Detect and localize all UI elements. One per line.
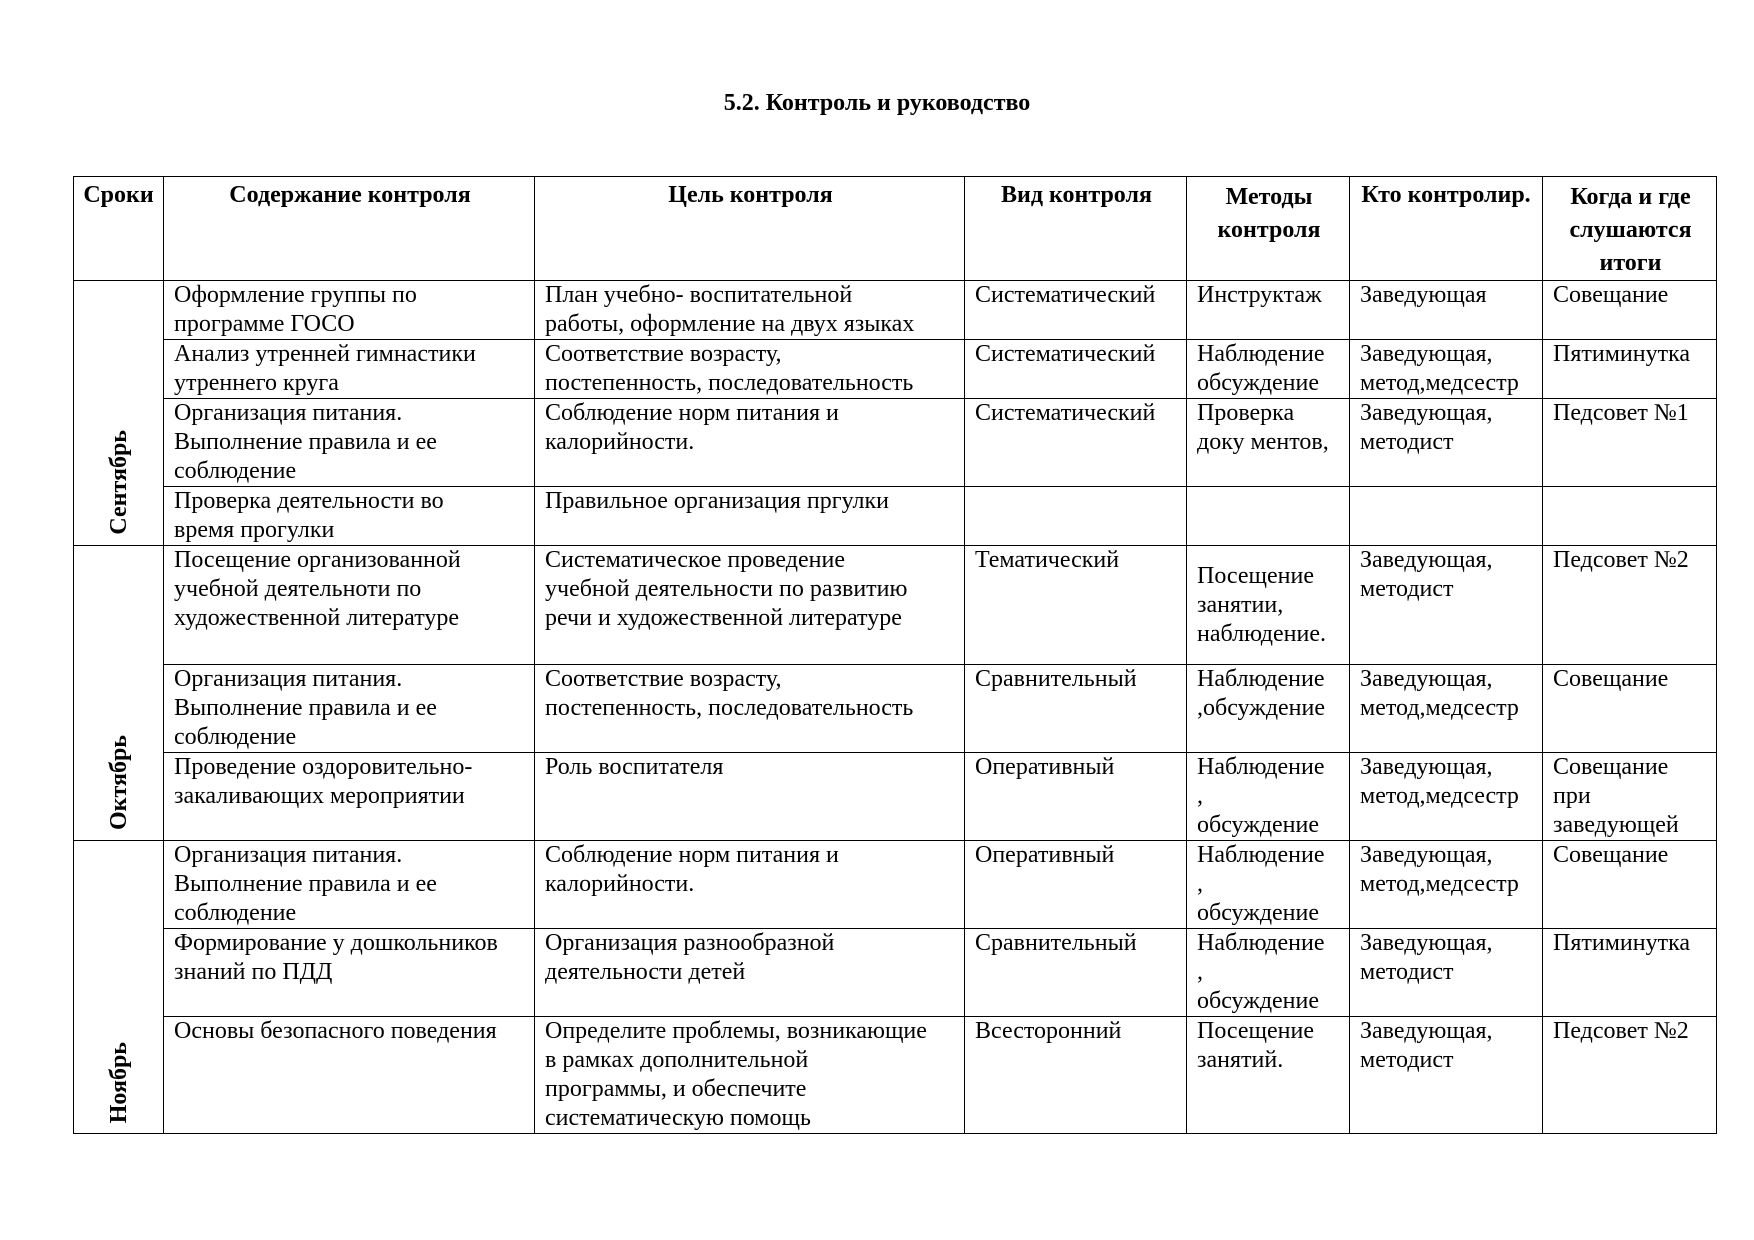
cell-goal: План учебно- воспитательной работы, оформление на двух языках — [535, 281, 965, 340]
table-row — [74, 1017, 1717, 1134]
table-row — [74, 340, 1717, 399]
cell-methods: Наблюдение ,обсуждение — [1187, 665, 1350, 753]
cell-when: Совещание — [1543, 665, 1717, 753]
table-row — [74, 281, 1717, 340]
month-label: Ноябрь — [105, 1041, 132, 1123]
cell-methods: Проверка доку ментов, — [1187, 399, 1350, 487]
table-row — [74, 929, 1717, 1017]
month-label: Сентябрь — [105, 430, 132, 535]
cell-when: Совещание при заведующей — [1543, 753, 1717, 841]
header-goal: Цель контроля — [535, 177, 965, 281]
cell-methods: Наблюдение , обсуждение — [1187, 929, 1350, 1017]
cell-goal: Соблюдение норм питания и калорийности. — [535, 841, 965, 929]
cell-goal: Правильное организация пргулки — [535, 487, 965, 546]
header-who: Кто контролир. — [1350, 177, 1543, 281]
cell-when: Педсовет №2 — [1543, 1017, 1717, 1134]
cell-type: Систематический — [965, 340, 1187, 399]
cell-type: Оперативный — [965, 753, 1187, 841]
cell-when: Педсовет №2 — [1543, 546, 1717, 665]
cell-type: Сравнительный — [965, 929, 1187, 1017]
cell-goal: Соблюдение норм питания и калорийности. — [535, 399, 965, 487]
cell-content: Посещение организованной учебной деятельноти по художественной литературе — [164, 546, 535, 665]
table-row — [74, 399, 1717, 487]
page-title: 5.2. Контроль и руководство — [723, 90, 1031, 116]
cell-content: Формирование у дошкольников знаний по ПДД — [164, 929, 535, 1017]
cell-when: Совещание — [1543, 281, 1717, 340]
cell-content: Проведение оздоровительно- закаливающих мероприятии — [164, 753, 535, 841]
month-september — [74, 281, 164, 546]
cell-goal: Систематическое проведение учебной деятельности по развитию речи и художественной литературе — [535, 546, 965, 665]
month-november — [74, 841, 164, 1134]
table-row — [74, 546, 1717, 665]
cell-methods: Наблюдение , обсуждение — [1187, 753, 1350, 841]
cell-methods: Посещение занятии, наблюдение. — [1187, 546, 1350, 665]
cell-who: Заведующая, метод,медсестр — [1350, 340, 1543, 399]
cell-who: Заведующая, метод,медсестр — [1350, 753, 1543, 841]
table-row — [74, 841, 1717, 929]
cell-who: Заведующая, методист — [1350, 1017, 1543, 1134]
cell-goal: Соответствие возрасту, постепенность, последовательность — [535, 340, 965, 399]
cell-goal: Определите проблемы, возникающие в рамках дополнительной программы, и обеспечите систематическую помощь — [535, 1017, 965, 1134]
cell-methods — [1187, 487, 1350, 546]
cell-type: Систематический — [965, 281, 1187, 340]
table-row — [74, 487, 1717, 546]
cell-content: Организация питания. Выполнение правила и ее соблюдение — [164, 665, 535, 753]
month-october — [74, 546, 164, 841]
cell-when: Педсовет №1 — [1543, 399, 1717, 487]
cell-content: Организация питания. Выполнение правила и ее соблюдение — [164, 399, 535, 487]
cell-goal: Организация разнообразной деятельности детей — [535, 929, 965, 1017]
cell-content: Основы безопасного поведения — [164, 1017, 535, 1134]
cell-content: Анализ утренней гимнастики утреннего круга — [164, 340, 535, 399]
cell-methods: Инструктаж — [1187, 281, 1350, 340]
cell-when: Совещание — [1543, 841, 1717, 929]
cell-methods: Наблюдение , обсуждение — [1187, 841, 1350, 929]
table-row — [74, 753, 1717, 841]
header-terms: Сроки — [74, 177, 164, 281]
cell-type: Сравнительный — [965, 665, 1187, 753]
header-row — [74, 177, 1717, 281]
cell-content: Организация питания. Выполнение правила и ее соблюдение — [164, 841, 535, 929]
cell-who — [1350, 487, 1543, 546]
header-type: Вид контроля — [965, 177, 1187, 281]
cell-content: Оформление группы по программе ГОСО — [164, 281, 535, 340]
header-when: Когда и где слушаются итоги — [1543, 177, 1717, 281]
table-row — [74, 665, 1717, 753]
cell-who: Заведующая — [1350, 281, 1543, 340]
cell-methods: Наблюдение обсуждение — [1187, 340, 1350, 399]
control-table — [73, 176, 1717, 1134]
cell-type: Всесторонний — [965, 1017, 1187, 1134]
cell-when: Пятиминутка — [1543, 929, 1717, 1017]
cell-who: Заведующая, методист — [1350, 546, 1543, 665]
cell-content: Проверка деятельности во время прогулки — [164, 487, 535, 546]
cell-type: Тематический — [965, 546, 1187, 665]
cell-type: Систематический — [965, 399, 1187, 487]
cell-who: Заведующая, метод,медсестр — [1350, 841, 1543, 929]
cell-goal: Роль воспитателя — [535, 753, 965, 841]
cell-who: Заведующая, методист — [1350, 399, 1543, 487]
cell-methods: Посещение занятий. — [1187, 1017, 1350, 1134]
header-methods: Методы контроля — [1187, 177, 1350, 281]
cell-when: Пятиминутка — [1543, 340, 1717, 399]
cell-who: Заведующая, методист — [1350, 929, 1543, 1017]
cell-when — [1543, 487, 1717, 546]
cell-goal: Соответствие возрасту, постепенность, последовательность — [535, 665, 965, 753]
cell-who: Заведующая, метод,медсестр — [1350, 665, 1543, 753]
header-content: Содержание контроля — [164, 177, 535, 281]
cell-type: Оперативный — [965, 841, 1187, 929]
month-label: Октябрь — [105, 735, 132, 830]
cell-type — [965, 487, 1187, 546]
